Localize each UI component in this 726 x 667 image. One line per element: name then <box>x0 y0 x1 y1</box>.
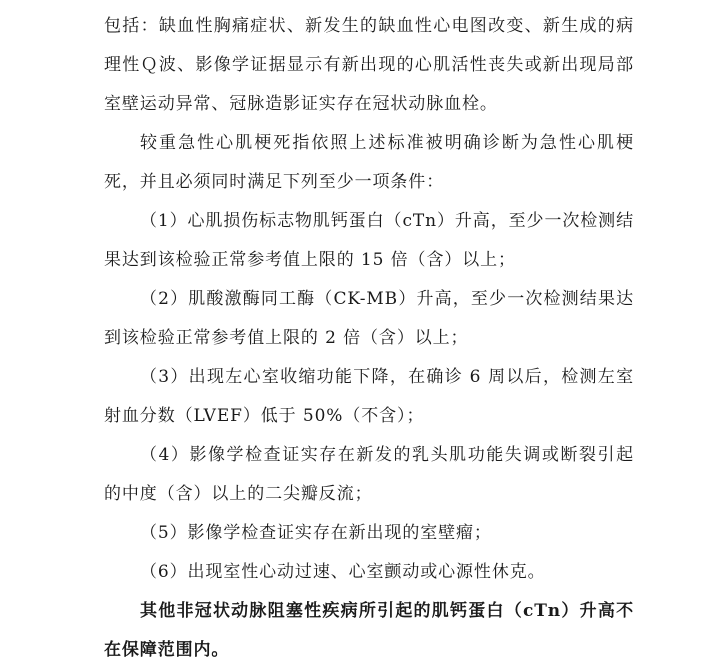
paragraph-diagnostic-evidence: 包括：缺血性胸痛症状、新发生的缺血性心电图改变、新生成的病理性Ｑ波、影像学证据显示有新出现的心肌活性丧失或新出现局部室壁运动异常、冠脉造影证实存在冠状动脉血栓。 <box>104 16 634 114</box>
condition-item-4: （4）影像学检查证实存在新发的乳头肌功能失调或断裂引起的中度（含）以上的二尖瓣反流； <box>104 445 634 504</box>
condition-item-1: （1）心肌损伤标志物肌钙蛋白（cTn）升高，至少一次检测结果达到该检验正常参考值上限的 15 倍（含）以上； <box>104 211 634 270</box>
condition-item-6: （6）出现室性心动过速、心室颤动或心源性休克。 <box>140 562 546 582</box>
exclusion-note: 其他非冠状动脉阻塞性疾病所引起的肌钙蛋白（cTn）升高不在保障范围内。 <box>104 601 634 660</box>
condition-item-3: （3）出现左心室收缩功能下降，在确诊 6 周以后，检测左室射血分数（LVEF）低于 50%（不含）； <box>104 367 634 426</box>
condition-item-2: （2）肌酸激酶同工酶（CK-MB）升高，至少一次检测结果达到该检验正常参考值上限的 2 倍（含）以上； <box>104 289 634 348</box>
condition-item-5: （5）影像学检查证实存在新出现的室壁瘤； <box>140 523 492 543</box>
paragraph-severe-mi-definition: 较重急性心肌梗死指依照上述标准被明确诊断为急性心肌梗死，并且必须同时满足下列至少一项条件： <box>104 133 634 192</box>
